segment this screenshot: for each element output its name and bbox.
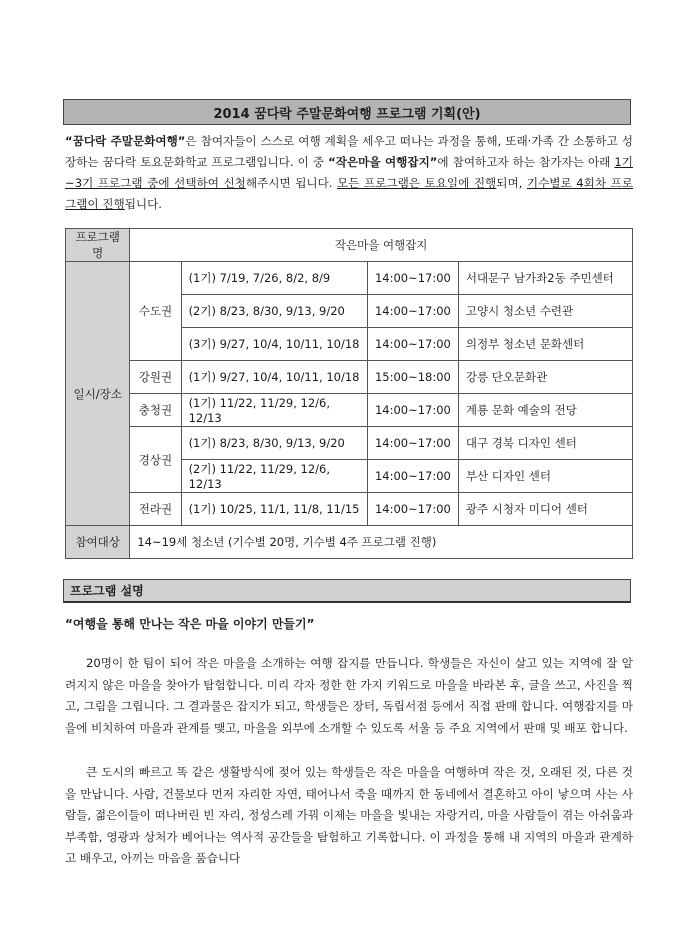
place-cell: 고양시 청소년 수련관 bbox=[458, 295, 632, 328]
dates-cell: (1기) 8/23, 8/30, 9/13, 9/20 bbox=[181, 427, 367, 460]
table-row bbox=[66, 361, 633, 394]
target-label-cell: 참여대상 bbox=[66, 526, 130, 559]
dates-cell: (1기) 7/19, 7/26, 8/2, 8/9 bbox=[181, 262, 367, 295]
place-cell: 부산 디자인 센터 bbox=[458, 460, 632, 493]
place-cell: 강릉 단오문화관 bbox=[458, 361, 632, 394]
intro-underline-periods: 1기~3기 프로그램 중에 선택하여 신청 bbox=[65, 155, 633, 190]
intro-text-2: 에 참여하고자 하는 참가자는 아래 bbox=[437, 155, 615, 169]
intro-feature-name: “작은마을 여행잡지” bbox=[328, 155, 438, 169]
schedule-table bbox=[65, 228, 633, 559]
time-cell: 14:00~17:00 bbox=[367, 493, 458, 526]
time-cell: 14:00~17:00 bbox=[367, 427, 458, 460]
time-cell: 14:00~17:00 bbox=[367, 328, 458, 361]
program-quote: “여행을 통해 만나는 작은 마을 이야기 만들기” bbox=[65, 617, 315, 631]
region-cell: 충청권 bbox=[130, 394, 181, 427]
table-row bbox=[66, 394, 633, 427]
intro-program-name: 꿈다락 주말문화여행 bbox=[72, 134, 178, 148]
intro-close-quote: ” bbox=[177, 134, 186, 148]
schedule-label-cell: 일시/장소 bbox=[66, 262, 130, 526]
header-value-cell: 작은마을 여행잡지 bbox=[130, 229, 633, 262]
dates-cell: (3기) 9/27, 10/4, 10/11, 10/18 bbox=[181, 328, 367, 361]
intro-text-5: 됩니다. bbox=[124, 197, 162, 211]
time-cell: 15:00~18:00 bbox=[367, 361, 458, 394]
description-paragraph-2: 큰 도시의 빠르고 똑 같은 생활방식에 젖어 있는 학생들은 작은 마을을 여행하며 작은 것, 오래된 것, 다른 것을 만납니다. 사람, 건물보다 먼저 자리한 자연, 태어나서 죽을 때까지 한 동네에서 결혼하고 아이 낳으며 사는 사람들, 젊은이들이 떠나버린 빈 자리, 정성스레 가꿔 이제는 마을을 빛내는 자랑거리, 마을 사람들이 겪는 아쉬움과 부족함, 영광과 상처가 베어나는 역사적 공간들을 탐험하고 기록합니다. 이 과정을 통해 내 지역의 마을과 관계하고 배우고, 아끼는 마음을 품습니다 bbox=[65, 765, 633, 865]
intro-text-4: 되며, bbox=[496, 176, 527, 190]
document-title bbox=[63, 99, 631, 125]
target-row bbox=[66, 526, 633, 559]
table-row bbox=[66, 493, 633, 526]
target-value-cell: 14~19세 청소년 (기수별 20명, 기수별 4주 프로그램 진행) bbox=[130, 526, 633, 559]
region-cell: 경상권 bbox=[130, 427, 181, 493]
region-cell: 수도권 bbox=[130, 262, 181, 361]
dates-cell: (1기) 11/22, 11/29, 12/6, 12/13 bbox=[181, 394, 367, 427]
place-cell: 계룡 문화 예술의 전당 bbox=[458, 394, 632, 427]
dates-cell: (2기) 11/22, 11/29, 12/6, 12/13 bbox=[181, 460, 367, 493]
intro-text-1: 은 참여자들이 스스로 여행 계획을 세우고 떠나는 과정을 통해, 또래·가족 간 소통하고 성장하는 꿈다락 토요문화학교 프로그램입니다. 이 중 bbox=[65, 134, 633, 169]
section-heading-text: 프로그램 설명 bbox=[70, 584, 144, 598]
intro-underline-saturday: 모든 프로그램은 토요일에 진행 bbox=[337, 176, 497, 190]
dates-cell: (1기) 10/25, 11/1, 11/8, 11/15 bbox=[181, 493, 367, 526]
description-paragraph-1: 20명이 한 팀이 되어 작은 마을을 소개하는 여행 잡지를 만듭니다. 학생들은 자신이 살고 있는 지역에 잘 알려지지 않은 마을을 찾아가 탐험합니다. 미리 각자 정한 한 가지 키워드로 마을을 바라본 후, 글을 쓰고, 사진을 찍고, 그림을 그립니다. 그 결과물은 잡지가 되고, 학생들은 장터, 독립서점 등에서 직접 판매 합니다. 여행잡지를 마을에 비치하여 마을과 관계를 맺고, 마을을 외부에 소개할 수 있도록 서울 등 주요 지역에서 판매 및 배포 합니다. bbox=[65, 656, 633, 735]
document-title-text: 2014 꿈다락 주말문화여행 프로그램 기획(안) bbox=[213, 106, 481, 122]
region-cell: 강원권 bbox=[130, 361, 181, 394]
table-header-row bbox=[66, 229, 633, 262]
place-cell: 서대문구 남가좌2동 주민센터 bbox=[458, 262, 632, 295]
region-cell: 전라권 bbox=[130, 493, 181, 526]
intro-underline-sessions: 기수별로 4회차 프로그램이 진행 bbox=[65, 176, 633, 211]
time-cell: 14:00~17:00 bbox=[367, 394, 458, 427]
dates-cell: (2기) 8/23, 8/30, 9/13, 9/20 bbox=[181, 295, 367, 328]
intro-text-3: 해주시면 됩니다. bbox=[245, 176, 338, 190]
intro-open-quote: “ bbox=[65, 134, 73, 148]
table-row bbox=[66, 262, 633, 295]
section-heading bbox=[63, 579, 631, 603]
place-cell: 광주 시청자 미디어 센터 bbox=[458, 493, 632, 526]
dates-cell: (1기) 9/27, 10/4, 10/11, 10/18 bbox=[181, 361, 367, 394]
place-cell: 의정부 청소년 문화센터 bbox=[458, 328, 632, 361]
time-cell: 14:00~17:00 bbox=[367, 262, 458, 295]
intro-paragraph bbox=[65, 131, 633, 215]
time-cell: 14:00~17:00 bbox=[367, 460, 458, 493]
table-row bbox=[66, 427, 633, 460]
header-label-cell: 프로그램명 bbox=[66, 229, 130, 262]
time-cell: 14:00~17:00 bbox=[367, 295, 458, 328]
place-cell: 대구 경북 디자인 센터 bbox=[458, 427, 632, 460]
